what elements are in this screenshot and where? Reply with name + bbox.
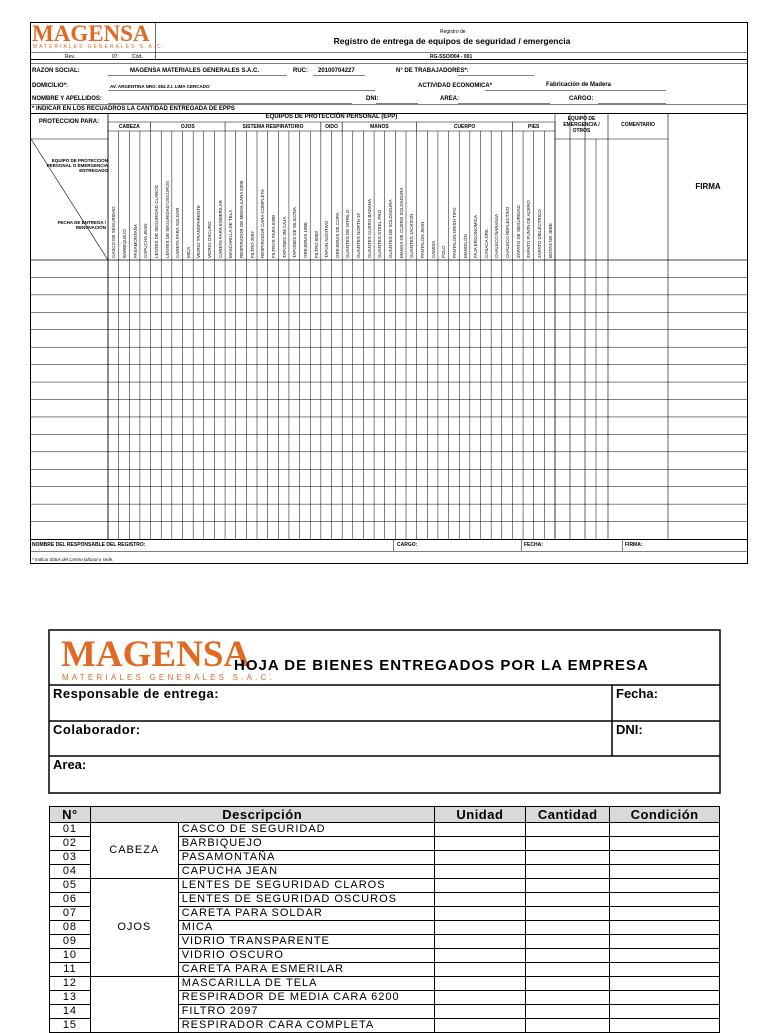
firma-header: FIRMA [695,182,721,191]
row-unidad-cell[interactable] [434,907,526,921]
footer-fecha: FECHA: [524,542,543,548]
column-label: MICA [185,246,191,258]
row-unidad-cell[interactable] [434,823,526,837]
column-label: POLO [441,245,447,258]
ruc-value: 20100704227 [318,68,355,74]
registro-label: Registro de [440,29,466,35]
column-label: LENTES DE SEGURIDAD CLAROS [153,185,159,258]
row-cantidad-cell[interactable] [526,991,610,1005]
column-label: ZAPATO DE SEGURIDAD [515,205,521,258]
form2-logo-subtitle: MATERIALES GENERALES S.A.C. [62,673,275,682]
row-condicion-cell[interactable] [610,1019,720,1033]
column-label: GUANTES NORTH 37 [356,212,362,258]
actividad-label: ACTIVIDAD ECONOMICA* [418,83,493,89]
colaborador-label: Colaborador: [53,722,141,737]
fecha-label: Fecha: [616,686,658,701]
footnote: * Indicar datos del Centro laboral o sede. [32,557,114,562]
row-cantidad-cell[interactable] [526,935,610,949]
group-label-sistema-respiratorio: SISTEMA RESPIRATORIO [242,124,304,130]
row-cantidad-cell[interactable] [526,893,610,907]
row-group [90,977,178,1033]
column-label: GUANTES DE NITRILO [345,209,351,258]
bienes-header-row [50,807,720,823]
column-label: PASAMONTAÑA [132,224,138,258]
column-label: TAPONES 3M CAJA [281,216,287,258]
column-label: FILTRO 2097 [249,231,255,258]
row-condicion-cell[interactable] [610,1005,720,1019]
row-unidad-cell[interactable] [434,977,526,991]
column-label: FILTROS PARA 6200 [270,215,276,258]
row-condicion-cell[interactable] [610,879,720,893]
form1-code: RG-SSO/004 - 001 [430,54,473,60]
diagonal-top-label: EQUIPO DE PROTECCION PERSONAL O EMERGENCIA ENTREGADO [46,158,108,173]
domicilio-value: AV. ARGENTINA NRO. 654 Z.I. LIMA CERCADO [110,84,210,89]
column-label: MANDILÓN [462,234,468,258]
column-label: FILTRO 6003 [313,231,319,258]
group-label-ojos: OJOS [180,124,195,130]
row-cantidad-cell[interactable] [526,921,610,935]
table-row [50,879,720,893]
header-cantidad: Cantidad [526,807,610,823]
diagonal-bottom-label: FECHA DE ENTREGA / RENOVACIÓN [57,220,106,230]
group-label-cabeza: CABEZA [118,124,140,130]
row-description: CAPUCHA JEAN [178,865,434,879]
cargo-label: CARGO: [569,96,594,102]
razon-label: RAZON SOCIAL: [32,68,80,74]
comentario-header: COMENTARIO [621,122,655,128]
row-cantidad-cell[interactable] [526,837,610,851]
column-label: PANTALON DRISH TIPO [451,207,457,258]
group-label-pies: PIES [528,124,540,130]
epp-header: EQUIPOS DE PROTECCIÓN PERSONAL (EPP) [265,114,398,120]
row-cantidad-cell[interactable] [526,907,610,921]
proteccion-label: PROTECCION PARA: [38,119,100,125]
rev-label: Rev. [65,54,75,60]
row-group: OJOS [90,879,178,977]
column-label: TAPON AUDITIVO [324,220,330,258]
row-condicion-cell[interactable] [610,977,720,991]
form2-title: HOJA DE BIENES ENTREGADOS POR LA EMPRESA [234,657,649,674]
table-row [50,823,720,837]
row-cantidad-cell[interactable] [526,1005,610,1019]
row-number: 03 [50,851,91,865]
row-number: 04 [50,865,91,879]
dni-label: DNI: [366,96,379,102]
column-label: FAJA ERGONOMICA [473,214,479,258]
row-number: 13 [50,991,91,1005]
dni-label-2: DNI: [616,722,643,737]
actividad-value: Fabricación de Madera [546,82,612,88]
column-label: MASCARILLA DE TELA [228,209,234,258]
column-label: CHALECO REFLECTIVO [505,206,511,258]
row-group: CABEZA [90,823,178,879]
column-label: GUANTES JACKSON [409,213,415,258]
form2-logo: MAGENSA [61,634,251,675]
column-label: VIDRIO OSCURO [207,221,213,258]
column-label: RESPIRADOR DE MEDIA CARA 6200 [239,180,245,258]
row-cantidad-cell[interactable] [526,851,610,865]
column-label: ZAPATO DIELÉCTRICO [537,209,543,258]
column-label: BOTAS DE JEBE [547,223,553,258]
row-description: LENTES DE SEGURIDAD CLAROS [178,879,434,893]
row-cantidad-cell[interactable] [526,879,610,893]
row-number: 11 [50,963,91,977]
column-label: CASACA DRIL [483,228,489,258]
row-cantidad-cell[interactable] [526,865,610,879]
row-cantidad-cell[interactable] [526,977,610,991]
form1-logo: MAGENSA [32,21,150,46]
nombre-label: NOMBRE Y APELLIDOS: [32,96,102,102]
instruction-text: * INDICAR EN LOS RECUADROS LA CANTIDAD ENTREGADA DE EPPS [32,106,235,112]
column-label: VIDRIO TRANSPARENTE [196,205,202,258]
row-description: RESPIRADOR DE MEDIA CARA 6200 [178,991,434,1005]
row-description: VIDRIO OSCURO [178,949,434,963]
column-label: OREJERAS DE COPA [334,212,340,258]
row-cantidad-cell[interactable] [526,949,610,963]
row-unidad-cell[interactable] [434,991,526,1005]
row-number: 07 [50,907,91,921]
row-condicion-cell[interactable] [610,851,720,865]
row-condicion-cell[interactable] [610,991,720,1005]
row-number: 14 [50,1005,91,1019]
row-unidad-cell[interactable] [434,837,526,851]
responsable-label: Responsable de entrega: [53,686,220,701]
rev-value: 07 [112,54,118,60]
area-label-2: Area: [53,757,87,772]
header-unidad: Unidad [434,807,526,823]
group-label-manos: MANOS [370,124,389,130]
row-unidad-cell[interactable] [434,851,526,865]
column-label: BARBIQUEJO [121,228,127,258]
row-description: RESPIRADOR CARA COMPLETA [178,1019,434,1033]
row-description: MICA [178,921,434,935]
row-condicion-cell[interactable] [610,837,720,851]
form1-logo-subtitle: MATERIALES GENERALES S.A.C. [33,44,167,50]
row-cantidad-cell[interactable] [526,823,610,837]
column-label: PANTALON JEAN [419,221,425,258]
row-unidad-cell[interactable] [434,963,526,977]
row-description: BARBIQUEJO [178,837,434,851]
column-label: LENTES DE SEGURIDAD OSCUROS [164,180,170,258]
row-unidad-cell[interactable] [434,949,526,963]
column-label: CARETA PARA SOLDAR [175,207,181,258]
form1-title: Registro de entrega de equipos de seguridad / emergencia [333,36,571,46]
row-number: 10 [50,949,91,963]
row-condicion-cell[interactable] [610,823,720,837]
row-number: 15 [50,1019,91,1033]
group-label-oido: OIDO [325,124,338,130]
header-numero: N° [50,807,91,823]
trabajadores-label: N° DE TRABAJADORES*: [396,68,469,74]
row-condicion-cell[interactable] [610,963,720,977]
row-description: MASCARILLA DE TELA [178,977,434,991]
footer-cargo: CARGO: [397,542,418,548]
column-label: OREJERAS 1000 [302,222,308,258]
row-unidad-cell[interactable] [434,893,526,907]
column-label: ZAPATO PUNTA DE ACERO [526,200,532,258]
row-number: 06 [50,893,91,907]
row-description: CARETA PARA ESMERILAR [178,963,434,977]
column-label: CASCO DE SEGURIDAD [111,206,117,258]
table-row [50,977,720,991]
row-description: LENTES DE SEGURIDAD OSCUROS [178,893,434,907]
row-number: 02 [50,837,91,851]
row-number: 08 [50,921,91,935]
header-condicion: Condición [610,807,720,823]
column-label: CARETA PARA ESMERILAR [217,200,223,258]
row-description: CASCO DE SEGURIDAD [178,823,434,837]
row-description: FILTRO 2097 [178,1005,434,1019]
row-unidad-cell[interactable] [434,921,526,935]
row-unidad-cell[interactable] [434,879,526,893]
row-condicion-cell[interactable] [610,949,720,963]
column-label: MANGA DE CUERO SOLDADURA [398,187,404,258]
column-label: CAMISA [430,240,436,258]
column-label: RESPIRADOR CARA COMPLETA [260,189,266,258]
row-unidad-cell[interactable] [434,865,526,879]
row-number: 05 [50,879,91,893]
row-description: VIDRIO TRANSPARENTE [178,935,434,949]
area-label: AREA: [440,96,459,102]
row-number: 01 [50,823,91,837]
column-label: GUANTES CUERO BADANA [366,198,372,258]
row-condicion-cell[interactable] [610,907,720,921]
row-cantidad-cell[interactable] [526,963,610,977]
row-condicion-cell[interactable] [610,935,720,949]
row-description: CARETA PARA SOLDAR [178,907,434,921]
row-unidad-cell[interactable] [434,935,526,949]
footer-firma: FIRMA: [625,542,643,548]
column-label: CAPUCHA JEAN [143,223,149,258]
row-unidad-cell[interactable] [434,1005,526,1019]
emergencia-header: EQUIPO DE EMERGENCIA / OTROS [563,116,600,134]
row-cantidad-cell[interactable] [526,1019,610,1033]
row-number: 09 [50,935,91,949]
column-label: TAPONES DE SILICONA [292,207,298,258]
cod-label: Cód. [132,54,143,60]
header-descripcion: Descripción [90,807,434,823]
group-label-cuerpo: CUERPO [453,124,476,130]
column-label: CHALECO NARANJA [494,213,500,258]
row-description: PASAMONTAÑA [178,851,434,865]
razon-value: MAGENSA MATERIALES GENERALES S.A.C. [130,68,260,74]
column-label: GUANTES STEEL PRO [377,209,383,258]
footer-responsable: NOMBRE DEL RESPONSABLE DEL REGISTRO: [32,542,146,548]
domicilio-label: DOMICILIO*: [32,83,68,89]
row-condicion-cell[interactable] [610,893,720,907]
ruc-label: RUC: [293,68,308,74]
row-condicion-cell[interactable] [610,865,720,879]
row-unidad-cell[interactable] [434,1019,526,1033]
column-label: GUANTES DE SOLDADURA [388,199,394,258]
row-number: 12 [50,977,91,991]
bienes-table [49,806,720,1033]
row-condicion-cell[interactable] [610,921,720,935]
